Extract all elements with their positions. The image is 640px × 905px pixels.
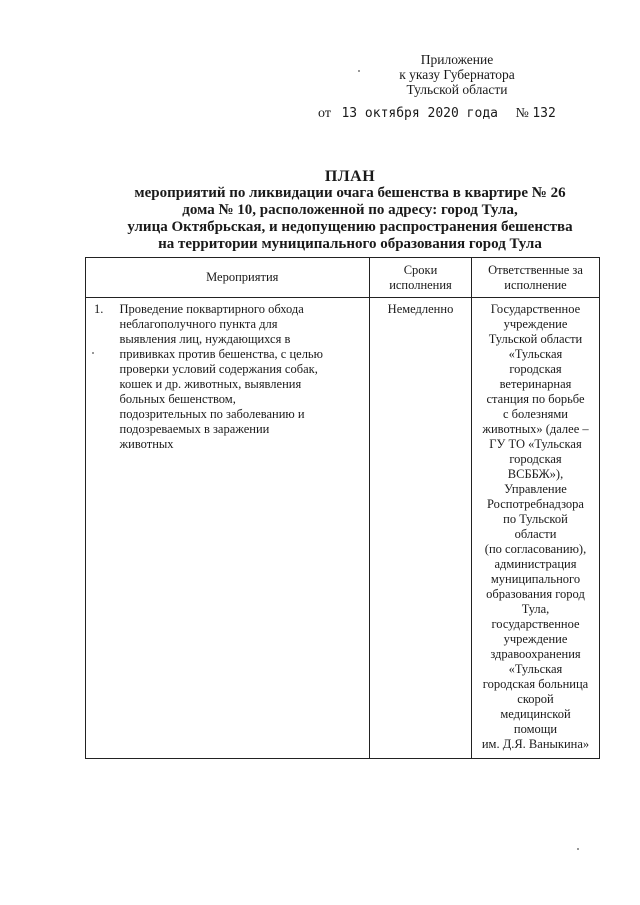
decree-date: 13 октября 2020 года [341, 106, 498, 121]
header-events: Мероприятия [116, 258, 370, 298]
responsible-line: городская больница [482, 677, 589, 691]
title-heading: ПЛАН [324, 168, 376, 185]
responsible-line: учреждение [503, 632, 568, 646]
responsible-line: ВСББЖ»), [507, 467, 564, 481]
appendix-line-2: к указу Губернатора [399, 67, 515, 82]
responsible-line: животных» (далее – [482, 422, 589, 436]
responsible-line: Роспотребнадзора [487, 497, 584, 511]
table-header-row [86, 258, 600, 298]
event-line: Проведение поквартирного обхода [119, 302, 304, 316]
responsible-line: помощи [513, 722, 558, 736]
responsible-line: Тульской области [488, 332, 583, 346]
responsible-line: им. Д.Я. Ваныкина» [481, 737, 590, 751]
responsible-line: здравоохранения [490, 647, 581, 661]
decree-number: 132 [532, 106, 556, 121]
document-title [60, 168, 640, 253]
scan-speck [358, 70, 360, 72]
scan-speck [577, 848, 579, 850]
responsible-line: Управление [504, 482, 567, 496]
decree-prefix: от [318, 106, 331, 121]
row-responsible [472, 298, 600, 759]
event-line: выявления лиц, нуждающихся в [119, 332, 291, 346]
decree-number-sign: № [515, 106, 529, 121]
appendix-block [372, 52, 542, 97]
responsible-line: ветеринарная [499, 377, 572, 391]
plan-table [85, 257, 600, 759]
responsible-line: скорой [517, 692, 554, 706]
responsible-line: городская [509, 452, 562, 466]
row-event [116, 298, 370, 759]
responsible-line: государственное [491, 617, 580, 631]
responsible-line: Государственное [490, 302, 581, 316]
responsible-line: области [514, 527, 557, 541]
event-line: подозрительных по заболеванию и [119, 407, 305, 421]
header-responsible [472, 258, 600, 298]
responsible-line: «Тульская [508, 662, 563, 676]
title-line-4: на территории муниципального образования город Тула [158, 236, 542, 252]
header-terms-line-1: Сроки [403, 262, 438, 277]
responsible-line: медицинской [500, 707, 571, 721]
responsible-line: Тула, [521, 602, 550, 616]
responsible-line: городская [509, 362, 562, 376]
responsible-line: учреждение [503, 317, 568, 331]
responsible-line: ГУ ТО «Тульская [489, 437, 582, 451]
title-line-2: дома № 10, расположенной по адресу: город Тула, [182, 202, 518, 218]
event-line: больных бешенством, [119, 392, 236, 406]
appendix-line-1: Приложение [420, 52, 494, 67]
title-line-3: улица Октябрьская, и недопущению распространения бешенства [127, 219, 573, 235]
header-terms [370, 258, 472, 298]
event-line: прививках против бешенства, с целью [119, 347, 323, 361]
row-term: Немедленно [370, 298, 472, 759]
event-line: кошек и др. животных, выявления [119, 377, 302, 391]
appendix-line-3: Тульской области [406, 82, 508, 97]
event-line: животных [119, 437, 174, 451]
table-row [86, 298, 600, 759]
header-terms-line-2: исполнения [389, 277, 452, 292]
scan-speck [92, 352, 94, 354]
header-resp-line-2: исполнение [504, 277, 567, 292]
event-line: подозреваемых в заражении [119, 422, 270, 436]
event-line: проверки условий содержания собак, [119, 362, 318, 376]
header-number [86, 258, 116, 298]
title-line-1: мероприятий по ликвидации очага бешенства в квартире № 26 [134, 185, 566, 201]
responsible-line: муниципального [490, 572, 581, 586]
responsible-line: по Тульской [503, 512, 568, 526]
header-resp-line-1: Ответственные за [488, 262, 583, 277]
responsible-line: администрация [494, 557, 577, 571]
event-line: неблагополучного пункта для [119, 317, 278, 331]
decree-reference [318, 106, 556, 122]
responsible-line: «Тульская [508, 347, 563, 361]
row-number: 1. [86, 298, 116, 759]
responsible-line: (по согласованию), [484, 542, 587, 556]
responsible-line: образования город [486, 587, 585, 601]
responsible-line: с болезнями [502, 407, 569, 421]
responsible-line: станция по борьбе [486, 392, 585, 406]
